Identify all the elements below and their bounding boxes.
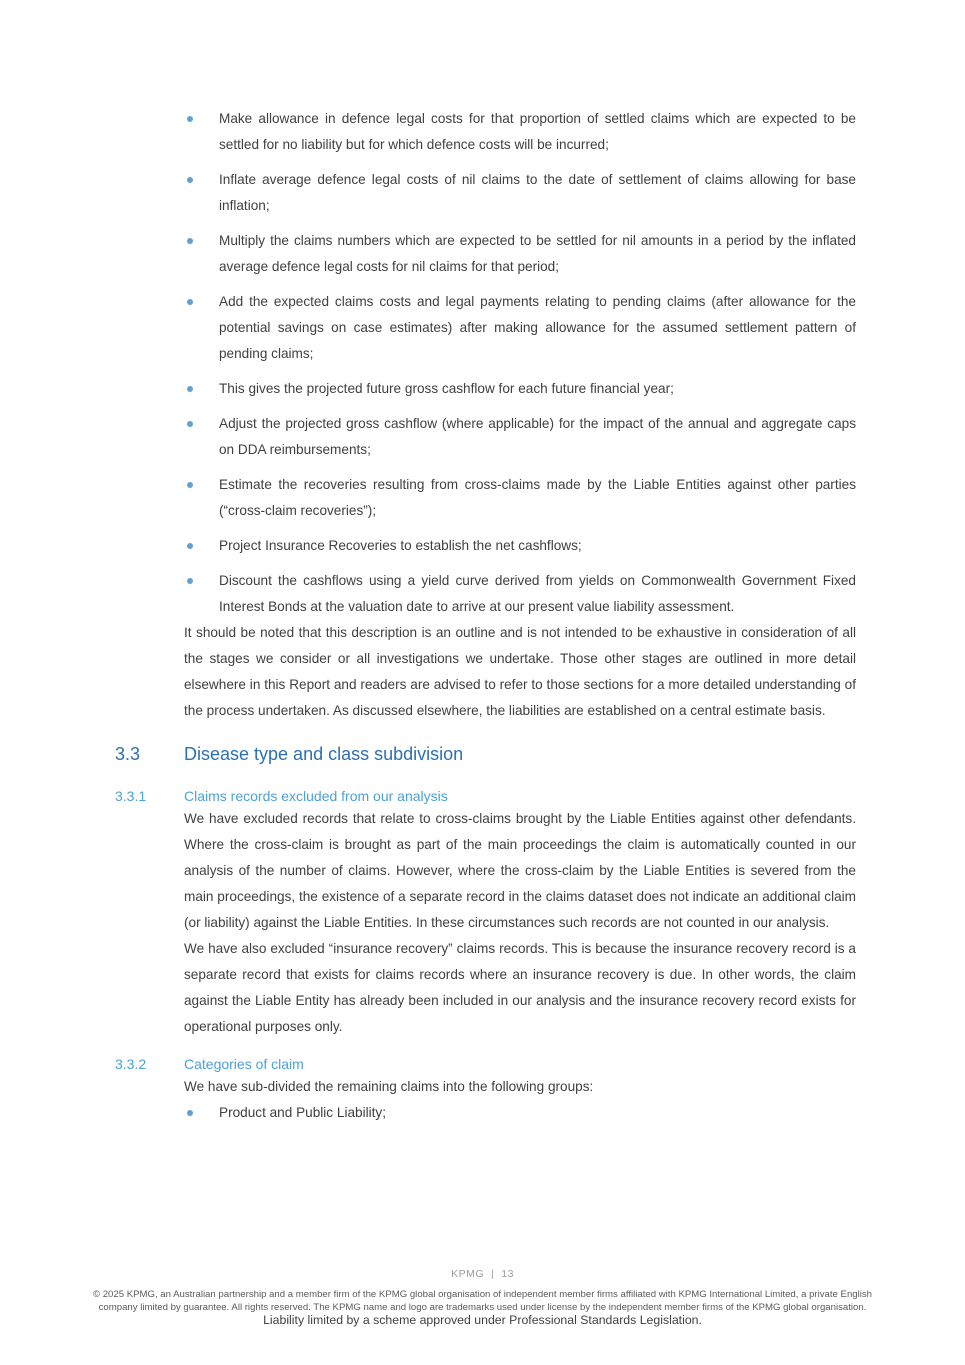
document-body (0, 106, 965, 1126)
bullet-text: Make allowance in defence legal costs for that proportion of settled claims which are expected to be settled for no liability but for which defence costs will be incurred; (219, 111, 856, 152)
bullet-item (184, 472, 856, 524)
subsection-heading-3-3-2 (115, 1054, 965, 1074)
section-heading-3-3 (115, 742, 965, 766)
section-number: 3.3 (115, 744, 141, 764)
subsection-title: Claims records excluded from our analysis (184, 788, 448, 804)
bullet-text: This gives the projected future gross cashflow for each future financial year; (219, 381, 674, 396)
claim-groups-bullet-list (184, 1100, 856, 1126)
bullet-icon (187, 543, 193, 549)
subsection-3-3-2-paragraph-1: We have sub-divided the remaining claims into the following groups: (184, 1079, 594, 1094)
bullet-icon (187, 386, 193, 392)
bullet-text: Estimate the recoveries resulting from cross-claims made by the Liable Entities against other parties (“cross-claim recoveries”); (219, 477, 856, 518)
footer-page-num: 13 (501, 1268, 514, 1280)
subsection-number: 3.3.2 (115, 1056, 147, 1072)
bullet-text: Product and Public Liability; (219, 1105, 386, 1120)
bullet-text: Add the expected claims costs and legal payments relating to pending claims (after allowance for the potential savings on case estimates) after making allowance for the assumed settlement pattern of pending claims; (219, 294, 856, 361)
bullet-icon (187, 1110, 193, 1116)
bullet-item (184, 167, 856, 219)
bullet-icon (187, 421, 193, 427)
bullet-icon (187, 116, 193, 122)
bullet-text: Discount the cashflows using a yield curve derived from yields on Commonwealth Government Fixed Interest Bonds at the valuation date to arrive at our present value liability assessment. (219, 573, 856, 614)
footer-copyright: © 2025 KPMG, an Australian partnership and a member firm of the KPMG global organisation of independent member firms affiliated with KPMG International Limited, a private English company limited by guarantee. All rights reserved. The KPMG name and logo are trademarks used under license by the independent member firms of the KPMG global organisation. (92, 1289, 873, 1313)
methodology-bullet-list (184, 106, 856, 620)
subsection-number: 3.3.1 (115, 788, 147, 804)
bullet-item (184, 289, 856, 367)
footer-page-number (0, 1268, 965, 1280)
bullet-text: Adjust the projected gross cashflow (where applicable) for the impact of the annual and aggregate caps on DDA reimbursements; (219, 416, 856, 457)
bullet-item (184, 411, 856, 463)
bullet-icon (187, 578, 193, 584)
bullet-item (184, 228, 856, 280)
bullet-item (184, 533, 856, 559)
section-title: Disease type and class subdivision (184, 744, 464, 764)
bullet-item (184, 568, 856, 620)
bullet-text: Project Insurance Recoveries to establish the net cashflows; (219, 538, 582, 553)
subsection-3-3-1-paragraph-1: We have excluded records that relate to cross-claims brought by the Liable Entities against other defendants. Where the cross-claim is brought as part of the main proceedings the claim is automatically counted in our analysis of the number of claims. However, where the cross-claim by the Liable Entities is severed from the main proceedings, the existence of a separate record in the claims dataset does not indicate an additional claim (or liability) against the Liable Entities. In these circumstances such records are not counted in our analysis. (184, 811, 856, 930)
footer-liability-note: Liability limited by a scheme approved under Professional Standards Legislation. (263, 1313, 702, 1327)
subsection-title: Categories of claim (184, 1056, 304, 1072)
closing-paragraph: It should be noted that this description is an outline and is not intended to be exhaustive in consideration of all the stages we consider or all investigations we undertake. Those other stages are outlined in more detail elsewhere in this Report and readers are advised to refer to those sections for a more detailed understanding of the process undertaken. As discussed elsewhere, the liabilities are established on a central estimate basis. (184, 625, 856, 718)
bullet-item (184, 1100, 856, 1126)
bullet-icon (187, 238, 193, 244)
bullet-icon (187, 482, 193, 488)
bullet-text: Multiply the claims numbers which are expected to be settled for nil amounts in a period by the inflated average defence legal costs for nil claims for that period; (219, 233, 856, 274)
footer-brand: KPMG (451, 1268, 484, 1280)
footer-separator: | (491, 1268, 495, 1280)
bullet-item (184, 106, 856, 158)
bullet-item (184, 376, 856, 402)
subsection-3-3-1-paragraph-2: We have also excluded “insurance recovery” claims records. This is because the insurance recovery record is a separate record that exists for claims records where an insurance recovery is due. In other words, the claim against the Liable Entity has already been included in our analysis and the insurance recovery record exists for operational purposes only. (184, 941, 856, 1034)
subsection-heading-3-3-1 (115, 786, 965, 806)
bullet-icon (187, 177, 193, 183)
bullet-icon (187, 299, 193, 305)
bullet-text: Inflate average defence legal costs of nil claims to the date of settlement of claims allowing for base inflation; (219, 172, 856, 213)
